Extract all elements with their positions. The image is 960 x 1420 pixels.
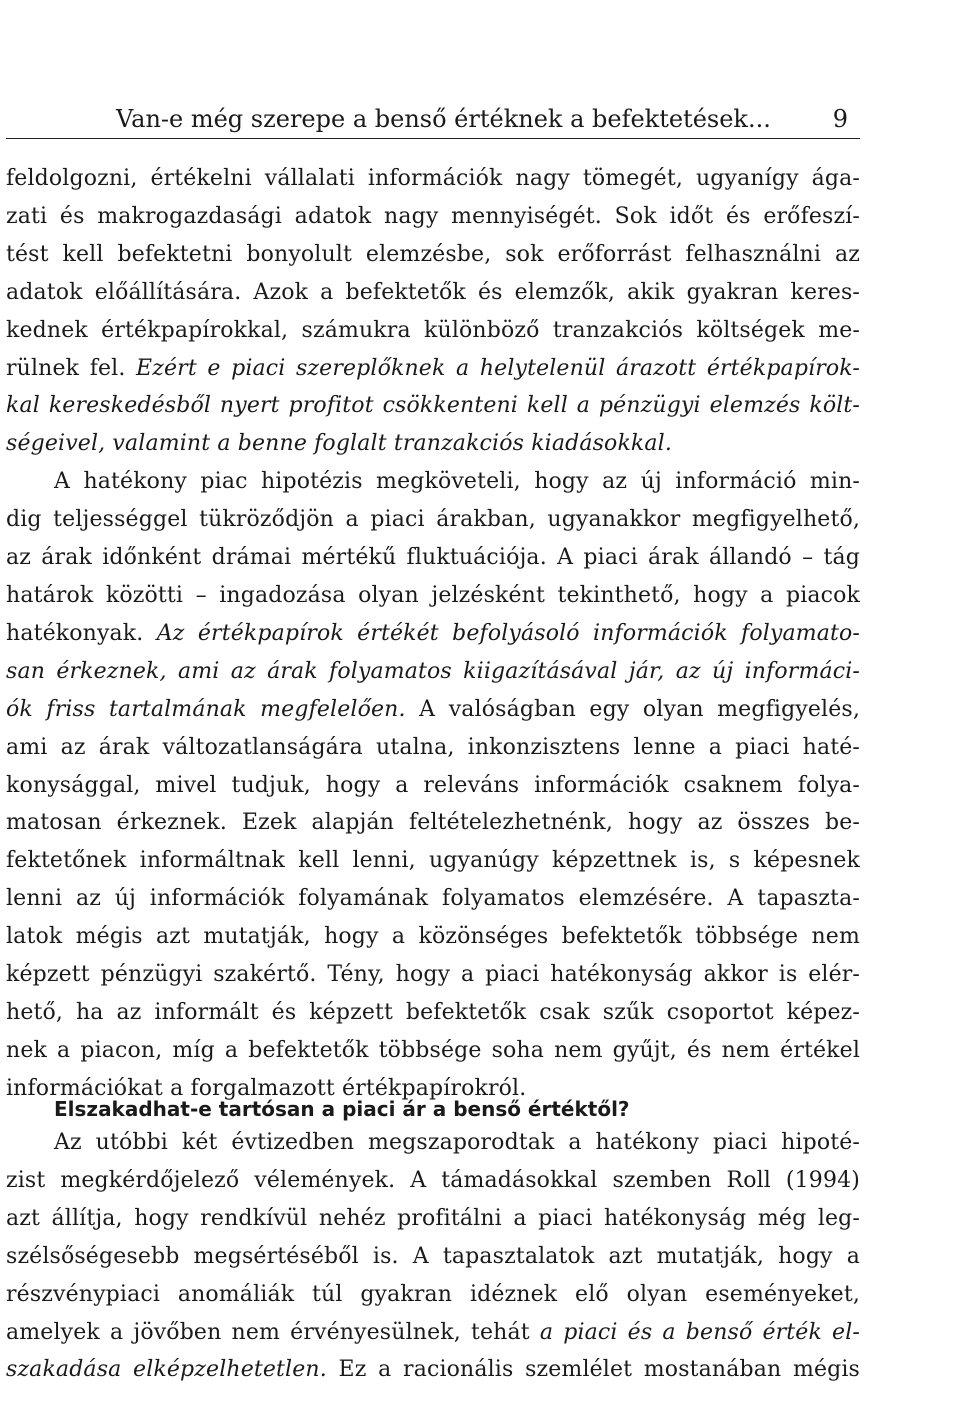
body-text-block (6, 160, 860, 1108)
text-run: szélsőségesebb megsértéséből is. A tapasztalatok azt mutatják, hogy a (6, 1243, 860, 1269)
text-line (6, 1276, 860, 1314)
running-header (6, 100, 860, 139)
section-heading: Elszakadhat-e tartósan a piaci ár a benső értéktől? (54, 1097, 630, 1121)
italic-text: Az értékpapírok értékét befolyásoló információk folyamato- (156, 620, 860, 646)
text-run: Az utóbbi két évtizedben megszaporodtak a hatékony piaci hipoté- (54, 1130, 860, 1155)
text-run: feldolgozni, értékelni vállalati információk nagy tömegét, ugyanígy ága- (6, 166, 860, 191)
paragraph-2 (6, 463, 860, 1107)
italic-text: szakadása elképzelhetetlen. (6, 1357, 327, 1383)
paragraph-3 (6, 1124, 860, 1389)
italic-text: kal kereskedésből nyert profitot csökkenteni kell a pénzügyi elemzés költ- (6, 393, 860, 419)
text-run: lenni az új információk folyamának folyamatos elemzésére. A tapaszta- (6, 886, 860, 912)
paragraph-1 (6, 160, 860, 463)
italic-text: san érkeznek, ami az árak folyamatos kiigazításával jár, az új informáci- (6, 658, 860, 684)
text-line (6, 236, 860, 274)
text-run: fektetőnek informáltnak kell lenni, ugyanúgy képzettnek is, s képesnek (6, 848, 860, 874)
text-line (6, 1238, 860, 1276)
text-line (6, 1032, 860, 1070)
text-run: ami az árak változatlanságára utalna, inkonzisztens lenne a piaci haté- (6, 734, 860, 760)
text-run: zati és makrogazdasági adatok nagy mennyiségét. Sok időt és erőfeszí- (6, 203, 860, 229)
text-line (6, 918, 860, 956)
text-line (6, 463, 860, 501)
italic-text: a piaci és a benső érték el- (539, 1319, 860, 1345)
text-run: részvénypiaci anomáliák túl gyakran idéznek elő olyan eseményeket, (6, 1281, 860, 1307)
text-run: A hatékony piac hipotézis megköveteli, hogy az új információ min- (54, 469, 860, 495)
text-line (6, 767, 860, 805)
running-title: Van-e még szerepe a benső értéknek a befektetések... (116, 105, 771, 133)
text-run: nek a piacon, míg a befektetők többsége soha nem gyűjt, és nem értékel (6, 1037, 860, 1063)
text-run: latok mégis azt mutatják, hogy a közönséges befektetők többsége nem (6, 924, 860, 950)
text-line (6, 1314, 860, 1352)
text-line (6, 653, 860, 691)
text-run: adatok előállítására. Azok a befektetők és elemzők, akik gyakran keres- (6, 279, 860, 305)
text-run: amelyek a jövőben nem érvényesülnek, tehát (6, 1319, 540, 1345)
text-run: rülnek fel. (6, 355, 137, 381)
text-line (6, 1124, 860, 1162)
text-line (6, 880, 860, 918)
text-run: tést kell befektetni bonyolult elemzésbe, sok erőforrást felhasználni az (6, 241, 860, 267)
italic-text: Ezért e piaci szereplőknek a helytelenül árazott értékpapírok- (136, 355, 860, 381)
text-line (6, 350, 860, 388)
text-line (6, 729, 860, 767)
text-line (6, 425, 860, 463)
text-line (6, 198, 860, 236)
text-line (6, 615, 860, 653)
text-run: az árak időnként drámai mértékű fluktuációja. A piaci árak állandó – tág (6, 545, 860, 571)
text-line (6, 160, 860, 198)
text-line (6, 1351, 860, 1389)
text-line (6, 539, 860, 577)
text-line (6, 956, 860, 994)
text-line (6, 577, 860, 615)
text-run: zist megkérdőjelező vélemények. A támadásokkal szemben Roll (1994) (6, 1167, 860, 1193)
text-run: dig teljességgel tükröződjön a piaci árakban, ugyanakkor megfigyelhető, (6, 507, 860, 533)
text-line (6, 501, 860, 539)
text-line (6, 691, 860, 729)
text-run: kednek értékpapírokkal, számukra különböző tranzakciós költségek me- (6, 317, 860, 343)
text-line (6, 994, 860, 1032)
text-run: információkat a forgalmazott értékpapírokról. (6, 1075, 527, 1101)
text-line (6, 842, 860, 880)
text-run: Ez a racionális szemlélet mostanában mégis (326, 1357, 860, 1383)
body-text-block-2 (6, 1124, 860, 1389)
italic-text: ségeivel, valamint a benne foglalt tranzakciós kiadásokkal. (6, 431, 673, 457)
text-run: A valóságban egy olyan megfigyelés, (405, 696, 860, 722)
text-line (6, 274, 860, 312)
section-heading-wrap (54, 1094, 860, 1124)
text-line (6, 312, 860, 350)
text-line (6, 1200, 860, 1238)
text-run: hető, ha az informált és képzett befektetők csak szűk csoportot képez- (6, 999, 860, 1025)
italic-text: ók friss tartalmának megfelelően. (6, 696, 406, 722)
text-run: azt állítja, hogy rendkívül nehéz profitálni a piaci hatékonyság még leg- (6, 1205, 860, 1231)
text-line (6, 1162, 860, 1200)
text-run: konysággal, mivel tudjuk, hogy a releváns információk csaknem folya- (6, 772, 860, 798)
page-number: 9 (832, 105, 848, 133)
text-run: matosan érkeznek. Ezek alapján feltételezhetnénk, hogy az összes be- (6, 810, 860, 836)
text-run: hatékonyak. (6, 620, 157, 646)
text-line (6, 387, 860, 425)
text-line (6, 804, 860, 842)
text-run: képzett pénzügyi szakértő. Tény, hogy a piaci hatékonyság akkor is elér- (6, 962, 860, 988)
text-run: határok közötti – ingadozása olyan jelzésként tekinthető, hogy a piacok (6, 582, 860, 608)
